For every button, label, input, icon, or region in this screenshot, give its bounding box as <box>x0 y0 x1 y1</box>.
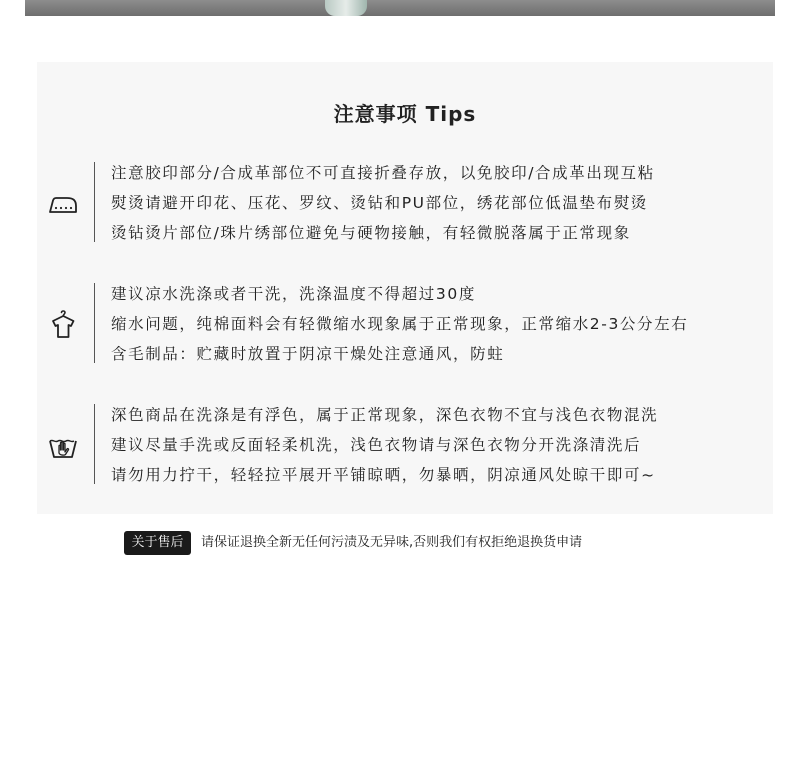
product-photo-strip <box>25 0 775 16</box>
tips-section-washing <box>37 283 773 375</box>
page-title: 注意事项 Tips <box>333 102 477 126</box>
tips-text <box>111 279 688 369</box>
tips-section-ironing <box>37 162 773 254</box>
tips-text <box>111 158 655 248</box>
tip-line: 请勿用力拧干，轻轻拉平展开平铺晾晒，勿暴晒，阴凉通风处晾干即可~ <box>111 466 656 484</box>
after-sale-text: 请保证退换全新无任何污渍及无异味,否则我们有权拒绝退换货申请 <box>201 535 583 550</box>
divider <box>94 162 95 242</box>
tips-text <box>111 400 658 490</box>
after-sale-badge: 关于售后 <box>124 531 191 555</box>
iron-icon <box>47 187 79 219</box>
hand-wash-icon <box>47 429 79 461</box>
tips-section-hand-wash <box>37 404 773 496</box>
product-photo-detail <box>325 0 367 16</box>
tip-line: 含毛制品：贮藏时放置于阴凉干燥处注意通风，防蛀 <box>111 345 505 363</box>
divider <box>94 404 95 484</box>
tip-line: 注意胶印部分/合成革部位不可直接折叠存放，以免胶印/合成革出现互粘 <box>111 164 655 182</box>
care-tips-card <box>37 62 773 514</box>
tip-line: 建议凉水洗涤或者干洗，洗涤温度不得超过30度 <box>111 285 476 303</box>
tip-line: 熨烫请避开印花、压花、罗纹、烫钻和PU部位，绣花部位低温垫布熨烫 <box>111 194 648 212</box>
tip-line: 缩水问题，纯棉面料会有轻微缩水现象属于正常现象，正常缩水2-3公分左右 <box>111 315 689 333</box>
divider <box>94 283 95 363</box>
tip-line: 烫钻烫片部位/珠片绣部位避免与硬物接触，有轻微脱落属于正常现象 <box>111 224 631 242</box>
tip-line: 深色商品在洗涤是有浮色，属于正常现象，深色衣物不宜与浅色衣物混洗 <box>111 406 659 424</box>
tip-line: 建议尽量手洗或反面轻柔机洗，浅色衣物请与深色衣物分开洗涤清洗后 <box>111 436 642 454</box>
hang-dry-icon <box>47 308 79 340</box>
